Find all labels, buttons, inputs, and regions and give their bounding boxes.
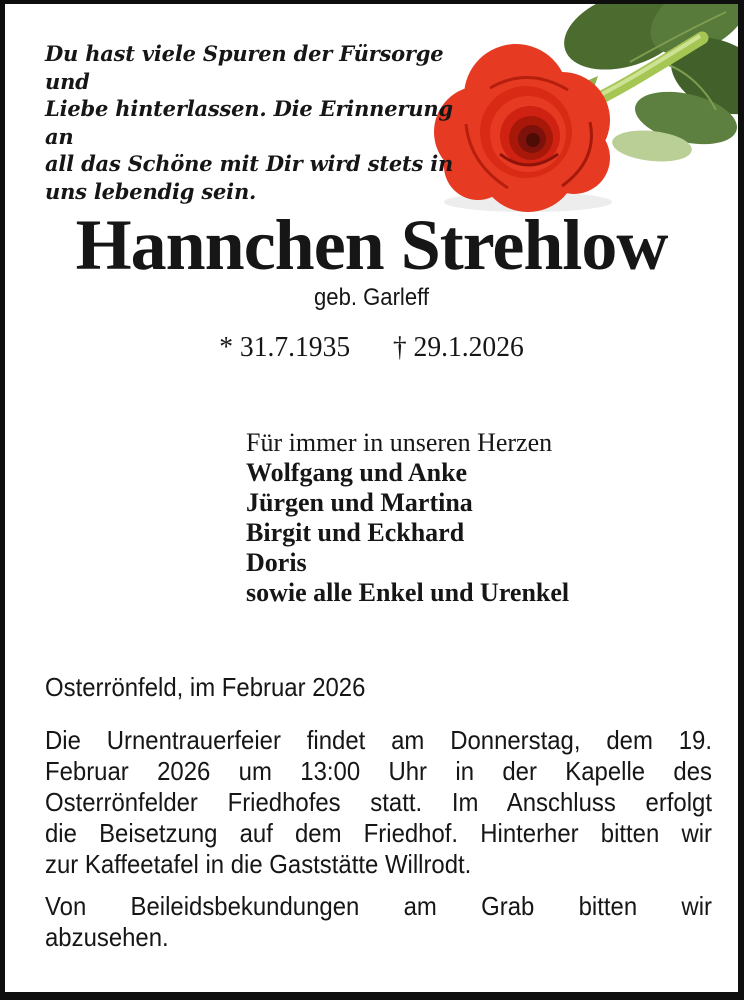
memorial-verse-line: Du hast viele Spuren der Fürsorge und bbox=[45, 41, 444, 94]
condolence-note-line: abzusehen. bbox=[45, 922, 169, 952]
maiden-name: geb. Garleff bbox=[314, 284, 429, 311]
birth-symbol: * bbox=[219, 331, 234, 363]
memorial-verse-line: uns lebendig sein. bbox=[45, 178, 257, 204]
obituary-card bbox=[5, 4, 738, 992]
funeral-details-line: Februar 2026 um 13:00 Uhr in der Kapelle des bbox=[45, 756, 712, 786]
funeral-details-line: die Beisetzung auf dem Friedhof. Hinterher bitten wir bbox=[45, 818, 712, 848]
memorial-verse bbox=[45, 40, 465, 205]
family-name: Jürgen und Martina bbox=[246, 488, 473, 517]
family-names bbox=[246, 458, 569, 608]
funeral-details-line: Die Urnentrauerfeier findet am Donnerstag, dem 19. bbox=[45, 725, 712, 755]
family-name: Wolfgang und Anke bbox=[246, 458, 468, 487]
condolence-note-line: Von Beileidsbekundungen am Grab bitten wir bbox=[45, 891, 712, 921]
rose-image bbox=[430, 4, 738, 216]
death-symbol: † bbox=[392, 331, 407, 363]
funeral-details-line: Osterrönfelder Friedhofes statt. Im Anschluss erfolgt bbox=[45, 787, 712, 817]
family-name: sowie alle Enkel und Urenkel bbox=[246, 578, 570, 607]
place-dateline: Osterrönfeld, im Februar 2026 bbox=[45, 672, 366, 702]
life-dates bbox=[23, 330, 719, 364]
birth-date: * 31.7.1935 bbox=[219, 331, 351, 363]
family-intro: Für immer in unseren Herzen bbox=[246, 428, 553, 457]
family-name: Doris bbox=[246, 548, 307, 577]
death-date: † 29.1.2026 bbox=[392, 331, 524, 363]
funeral-details bbox=[45, 725, 712, 880]
deceased-name: Hannchen Strehlow bbox=[75, 205, 668, 285]
mourners-block bbox=[246, 428, 569, 608]
memorial-verse-line: Liebe hinterlassen. Die Erinnerung an bbox=[45, 96, 453, 149]
condolence-note bbox=[45, 891, 712, 953]
family-name: Birgit und Eckhard bbox=[246, 518, 465, 547]
funeral-details-line: zur Kaffeetafel in die Gaststätte Willrodt. bbox=[45, 849, 472, 879]
memorial-verse-line: all das Schöne mit Dir wird stets in bbox=[45, 151, 454, 176]
